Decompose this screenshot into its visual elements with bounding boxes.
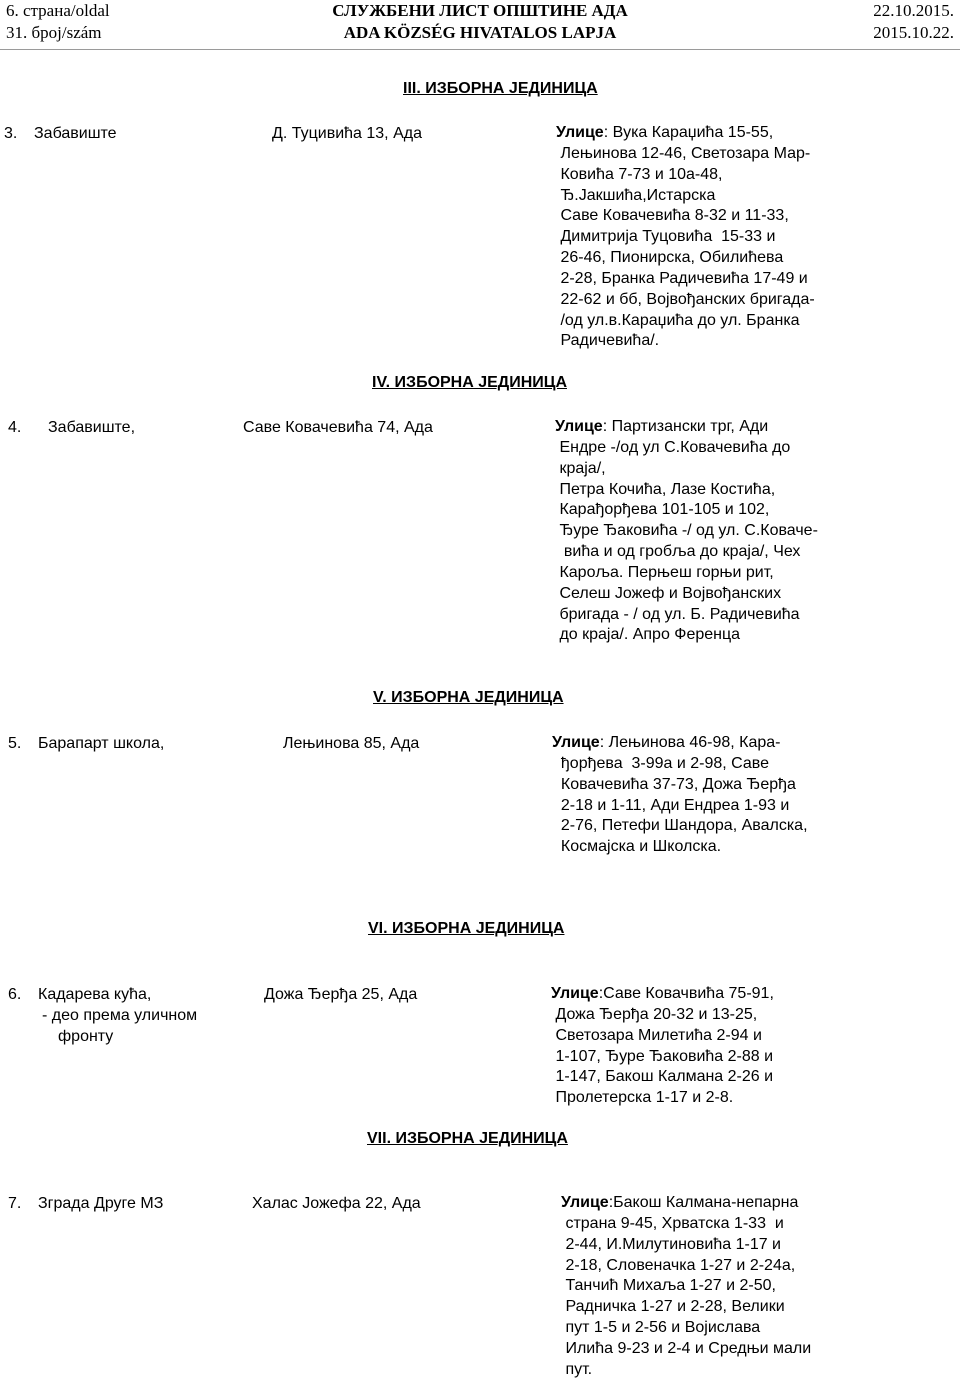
polling-address: Дожа Ђерђа 25, Ада (264, 986, 418, 1003)
unit-number: 3. (4, 125, 18, 142)
polling-location-note: - део према уличном (42, 1007, 198, 1024)
streets-list: Улице:Саве Ковачвића 75-91, Дожа Ђерђа 20-32 и 13-25, Светозара Милетића 2-94 и 1-107, Ђуре Ђаковића 2-88 и 1-147, Бакош Калмана 2-26 и Пролетерска 1-17 и 2-8. (551, 985, 774, 1107)
polling-location: Зграда Друге МЗ (38, 1195, 164, 1212)
date-sr: 22.10.2015. (873, 1, 954, 20)
streets-list: Улице:Бакош Калмана-непарна страна 9-45, Хрватска 1-33 и 2-44, И.Милутиновића 1-17 и 2-18, Словеначка 1-27 и 2-24а, Танчић Михаља 1-27 и 2-50, Радничка 1-27 и 2-28, Велики пут 1-5 и 2-56 и Војислава Илића 9-23 и 2-4 и Средњи мали пут. (561, 1194, 812, 1378)
polling-location-note-2: фронту (58, 1028, 114, 1045)
header-divider (0, 49, 960, 50)
streets-label: Улице (552, 734, 600, 751)
unit-title: III. ИЗБОРНА ЈЕДИНИЦА (403, 80, 598, 97)
page-number: 6. страна/oldal (6, 1, 110, 20)
polling-address: Халас Јожефа 22, Ада (252, 1195, 421, 1212)
publication-title-hu: ADA KÖZSÉG HIVATALOS LAPJA (343, 23, 617, 42)
streets-list: Улице: Вука Караџића 15-55, Лењинова 12-46, Светозара Мар- Ковића 7-73 и 10а-48, Ђ.Јакшића,Истарска Саве Ковачевића 8-32 и 11-33, Димитрија Туцовића 15-33 и 26-46, Пионирска, Обилићева 2-28, Бранка Радичевића 17-49 и 22-62 и бб, Војвођанских бригада- /од ул.в.Караџића до ул. Бранка Радичевића/. (556, 124, 815, 350)
polling-location: Кадарева кућа, (38, 986, 152, 1003)
polling-location: Забавиште (34, 125, 117, 142)
streets-label: Улице (551, 985, 599, 1002)
unit-title: V. ИЗБОРНА ЈЕДИНИЦА (373, 689, 564, 706)
date-block (873, 0, 954, 44)
streets-label: Улице (555, 418, 603, 435)
streets-list: Улице: Лењинова 46-98, Кара- ђорђева 3-99а и 2-98, Саве Ковачевића 37-73, Дожа Ђерђа 2-18 и 1-11, Ади Ендреа 1-93 и 2-76, Петефи Шандора, Авалска, Космајска и Школска. (552, 734, 808, 856)
polling-address: Саве Ковачевића 74, Ада (243, 419, 433, 436)
page-header (0, 0, 960, 52)
streets-label: Улице (561, 1194, 609, 1211)
polling-location: Забавиште, (48, 419, 136, 436)
date-hu: 2015.10.22. (873, 23, 954, 42)
unit-title: VII. ИЗБОРНА ЈЕДИНИЦА (367, 1130, 568, 1147)
polling-address: Д. Туцивића 13, Ада (272, 125, 422, 142)
issue-number: 31. број/szám (6, 23, 102, 42)
streets-label: Улице (556, 124, 604, 141)
unit-number: 6. (8, 986, 22, 1003)
unit-number: 4. (8, 419, 22, 436)
publication-title-sr: СЛУЖБЕНИ ЛИСТ ОПШТИНЕ АДА (332, 1, 628, 20)
polling-location: Барапарт школа, (38, 735, 165, 752)
unit-title: VI. ИЗБОРНА ЈЕДИНИЦА (368, 920, 565, 937)
unit-title: IV. ИЗБОРНА ЈЕДИНИЦА (372, 374, 567, 391)
unit-number: 7. (8, 1195, 22, 1212)
unit-number: 5. (8, 735, 22, 752)
streets-list: Улице: Партизански трг, Ади Ендре -/од ул С.Ковачевића до краја/, Петра Кочића, Лазе Костића, Карађорђева 101-105 и 102, Ђуре Ђаковића -/ од ул. С.Коваче- вића и од гробља до краја/, Чех Карољa. Перњеш горњи рит, Селеш Јожеф и Војвођанских бригада - / од ул. Б. Радичевића до краја/. Апро Ференца (555, 418, 818, 644)
publication-title-block (0, 0, 960, 44)
polling-address: Лењинова 85, Ада (283, 735, 420, 752)
